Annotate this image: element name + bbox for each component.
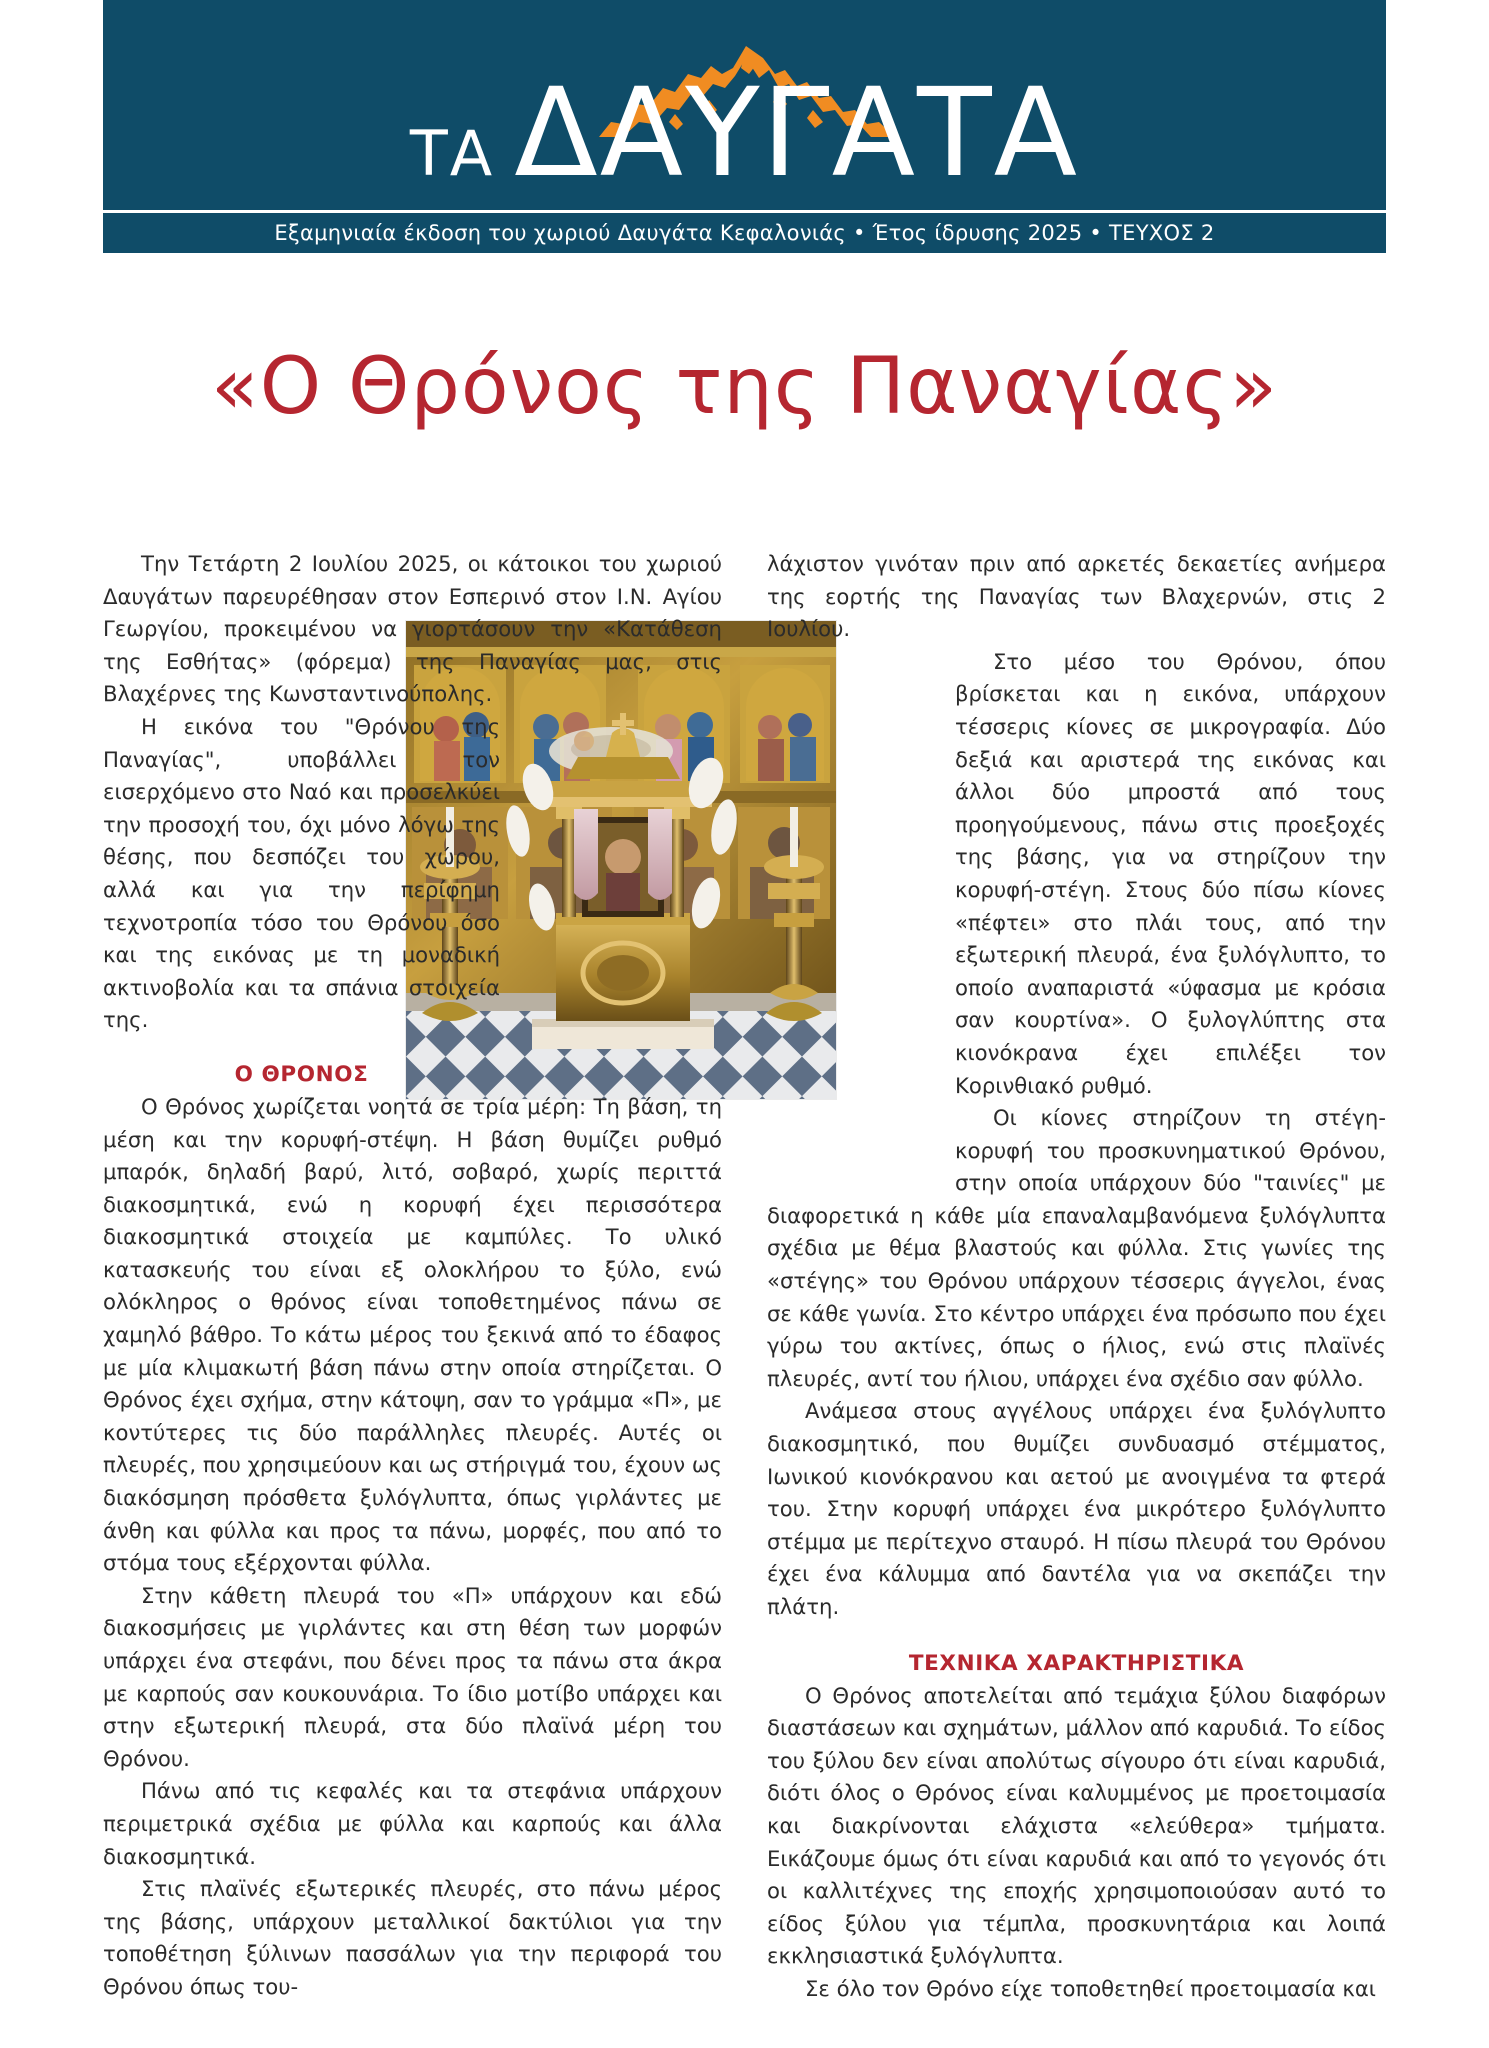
paragraph: Την Τετάρτη 2 Ιουλίου 2025, οι κάτοικοι του χωριού Δαυγάτων παρευρέθησαν στον Εσπερινό στον Ι.Ν. Αγίου Γεωργίου, προκειμένου να γιορτάσουν την «Κατάθεση της Εσθήτας» (φόρεμα) της Παναγίας μας, στις Βλαχέρνες της Κωνσταντινούπολης. <box>103 551 722 707</box>
logo-wordmark <box>345 62 1145 204</box>
paragraph: Στην κάθετη πλευρά του «Π» υπάρχουν και εδώ διακοσμήσεις με γιρλάντες και στη θέση των μορφών υπάρχει ένα στεφάνι, που δένει προς τα πάνω στα άκρα με καρπούς σαν κουκουνάρια. Το ίδιο μοτίβο υπάρχει και στην εξωτερική πλευρά, στα δύο πλαϊνά μέρη του Θρόνου. <box>103 1582 722 1771</box>
paragraph: Στις πλαϊνές εξωτερικές πλευρές, στο πάνω μέρος της βάσης, υπάρχουν μεταλλικοί δακτύλιοι για την τοποθέτηση ξύλινων πασσάλων για την περιφορά του Θρόνου όπως του- <box>103 1876 722 1999</box>
publication-logo <box>345 6 1145 204</box>
right-column <box>767 548 1386 2008</box>
paragraph: Οι κίονες στηρίζουν τη στέγη-κορυφή του προσκυνηματικού Θρόνου, στην οποία υπάρχουν δύο "ταινίες" με διαφορετικά η κάθε μία επαναλαμβανόμενα ξυλόγλυπτα σχέδια με θέμα βλαστούς και φύλλα. Στις γωνίες της «στέγης» του Θρόνου υπάρχουν τέσσερις άγγελοι, ένας σε κάθε γωνία. Στο κέντρο υπάρχει ένα πρόσωπο που έχει γύρω του ακτίνες, όπως ο ήλιος, ενώ στις πλαϊνές πλευρές, αντί του ήλιου, υπάρχει ένα σχέδιο σαν φύλλο. <box>767 1105 1386 1391</box>
article-columns <box>103 548 1386 2008</box>
logo-prefix: ΤΑ <box>409 117 495 190</box>
paragraph: Πάνω από τις κεφαλές και τα στεφάνια υπάρχουν περιμετρικά σχέδια με φύλλα και καρπούς και άλλα διακοσμητικά. <box>103 1778 722 1869</box>
photo-wrap-spacer-left <box>500 711 722 1079</box>
article-headline: «Ο Θρόνος της Παναγίας» <box>211 342 1278 433</box>
paragraph: Ο Θρόνος χωρίζεται νοητά σε τρία μέρη: Τη βάση, τη μέση και την κορυφή-στέψη. Η βάση θυμίζει ρυθμό μπαρόκ, δηλαδή βαρύ, λιτό, σοβαρό, χωρίς περιττά διακοσμητικά, ενώ η κορυφή έχει περισσότερα διακοσμητικά στοιχεία με καμπύλες. Το υλικό κατασκευής του είναι εξ ολοκλήρου το ξύλο, ενώ ολόκληρος ο θρόνος είναι τοποθετημένος πάνω σε χαμηλό βάθρο. Το κάτω μέρος του ξεκινά από το έδαφος με μία κλιμακωτή βάση πάνω στην οποία στηρίζεται. Ο Θρόνος έχει σχήμα, στην κάτοψη, σαν το γράμμα «Π», με κοντύτερες τις δύο παράλληλες πλευρές. Αυτές οι πλευρές, που χρησιμεύουν και ως στήριγμά του, έχουν ως διακόσμηση πρόσθετα ξυλόγλυπτα, όπως γιρλάντες με άνθη και φύλλα και προς τα πάνω, μορφές, που από το στόμα τους εξέρχονται φύλλα. <box>103 1093 722 1576</box>
paragraph: Ανάμεσα στους αγγέλους υπάρχει ένα ξυλόγλυπτο διακοσμητικό, που θυμίζει συνδυασμό στέμματος, Ιωνικού κιονόκρανου και αετού με ανοιγμένα τα φτερά του. Στην κορυφή υπάρχει ένα μικρότερο ξυλόγλυπτο στέμμα με περίτεχνο σταυρό. Η πίσω πλευρά του Θρόνου έχει ένα κάλυμμα από δαντέλα για να σκεπάζει την πλάτη. <box>767 1398 1386 1619</box>
paragraph: Ο Θρόνος αποτελείται από τεμάχια ξύλου διαφόρων διαστάσεων και σχημάτων, μάλλον από καρυδιά. Το είδος του ξύλου δεν είναι απολύτως σίγουρο ότι είναι καρυδιά, διότι όλος ο Θρόνος είναι καλυμμένος με προετοιμασία και διακρίνονται ελάχιστα «ελεύθερα» τμήματα. Εικάζουμε όμως ότι είναι καρυδιά και από το γεγονός ότι οι καλλιτέχνες της εποχής χρησιμοποιούσαν αυτό το είδος ξύλου για τέμπλα, προσκυνητάρια και λοιπά εκκλησιαστικά ξυλόγλυπτα. <box>767 1682 1386 1969</box>
paragraph: Η εικόνα του "Θρόνου της Παναγίας", υποβάλλει τον εισερχόμενο στο Ναό και προσελκύει την προσοχή του, όχι μόνο λόγω της θέσης, που δεσπόζει του χώρου, αλλά και για την περίφημη τεχνοτροπία τόσο του Θρόνου όσο και της εικόνας με τη μοναδική ακτινοβολία και τα σπάνια στοιχεία της. <box>103 713 500 1033</box>
section-heading-technika: ΤΕΧΝΙΚΑ ΧΑΡΑΚΤΗΡΙΣΤΙΚΑ <box>908 1650 1245 1676</box>
masthead-banner <box>103 0 1386 210</box>
masthead-subtitle-text: Εξαμηνιαία έκδοση του χωριού Δαυγάτα Κεφαλονιάς • Έτος ίδρυσης 2025 • ΤΕΥΧΟΣ 2 <box>274 221 1215 245</box>
masthead-inner <box>103 0 1386 210</box>
left-column <box>103 548 722 2008</box>
paragraph: Στο μέσο του Θρόνου, όπου βρίσκεται και η εικόνα, υπάρχουν τέσσερις κίονες σε μικρογραφία. Δύο δεξιά και αριστερά της εικόνας και άλλοι δύο μπροστά από τους προηγούμενους, πάνω στις προεξοχές της βάσης, για να στηρίζουν την κορυφή-στέγη. Στους δύο πίσω κίονες «πέφτει» στο πλάι τους, από την εξωτερική πλευρά, ένα ξυλόγλυπτο, το οποίο αναπαριστά «ύφασμα με κρόσια σαν κουρτίνα». Ο ξυλογλύπτης στα κιονόκρανα έχει επιλέξει τον Κορινθιακό ρυθμό. <box>955 648 1386 1098</box>
section-heading-thronos: Ο ΘΡΟΝΟΣ <box>234 1061 369 1087</box>
photo-wrap-spacer-right <box>767 646 955 1196</box>
paragraph: Σε όλο τον Θρόνο είχε τοποθετηθεί προετοιμασία και <box>805 1975 1376 2001</box>
paragraph: λάχιστον γινόταν πριν από αρκετές δεκαετίες ανήμερα της εορτής της Παναγίας των Βλαχερνών, στις 2 Ιουλίου. <box>767 551 1386 642</box>
masthead-subtitle-bar <box>103 213 1386 253</box>
logo-title: ΔΑΥΓΑΤΑ <box>514 62 1080 204</box>
